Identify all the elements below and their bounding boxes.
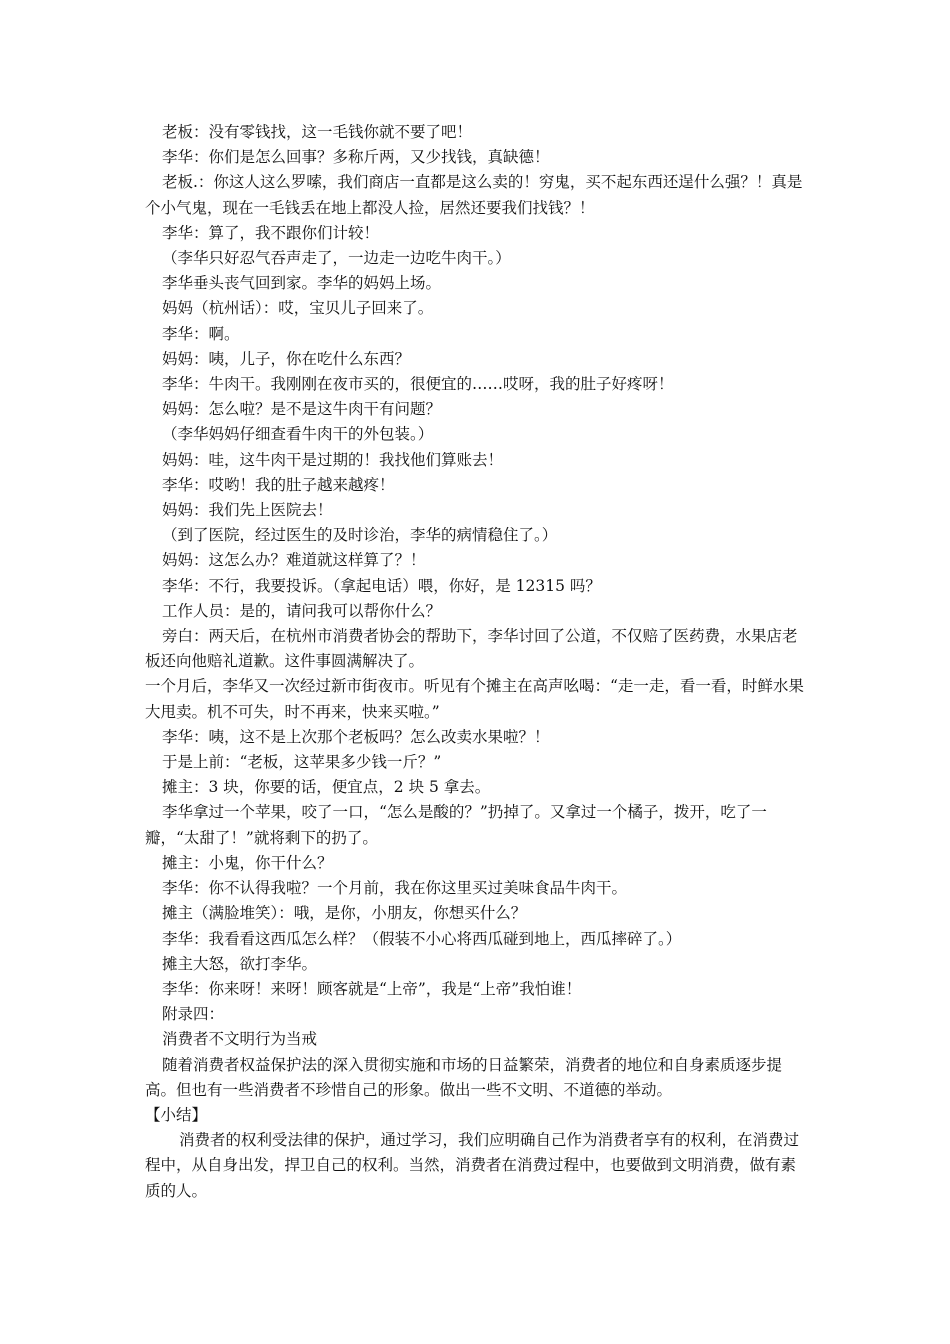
line-11: 妈妈：怎么啦？是不是这牛肉干有问题？	[162, 400, 442, 419]
line-17: 妈妈：这怎么办？难道就这样算了？！	[162, 551, 426, 570]
appendix-paragraph: 随着消费者权益保护法的深入贯彻实施和市场的日益繁荣，消费者的地位和自身素质逐步提高。但也有一些消费者不珍惜自己的形象。做出一些不文明、不道德的举动。	[145, 1055, 783, 1099]
line-1: 老板：没有零钱找，这一毛钱你就不要了吧！	[162, 123, 473, 141]
appendix-heading: 附录四：	[162, 1005, 225, 1024]
line-6: 李华垂头丧气回到家。李华的妈妈上场。	[162, 274, 442, 293]
summary-heading: 【小结】	[145, 1105, 208, 1124]
line-31: 李华：你来呀！来呀！顾客就是“上帝”，我是“上帝”我怕谁！	[162, 979, 582, 998]
line-24: 摊主：3 块，你要的话，便宜点，2 块 5 拿去。	[162, 778, 491, 797]
line-9: 妈妈：咦，儿子，你在吃什么东西？	[162, 349, 411, 368]
line-5: （李华只好忍气吞声走了，一边走一边吃牛肉干。）	[162, 249, 511, 268]
line-15: 妈妈：我们先上医院去！	[162, 501, 333, 520]
line-23: 于是上前：“老板，这苹果多少钱一斤？”	[162, 753, 442, 772]
line-7: 妈妈（杭州话）：哎，宝贝儿子回来了。	[162, 299, 434, 318]
line-3: 老板.：你这人这么罗嗦，我们商店一直都是这么卖的！穷鬼，买不起东西还逞什么强？！真是个小气鬼，现在一毛钱丢在地上都没人捡，居然还要我们找钱？！	[145, 173, 803, 217]
line-21: 一个月后，李华又一次经过新市街夜市。听见有个摊主在高声吆喝：“走一走，看一看，时鲜水果大甩卖。机不可失，时不再来，快来买啦。”	[145, 677, 804, 721]
line-29: 李华：我看看这西瓜怎么样？（假装不小心将西瓜碰到地上，西瓜摔碎了。）	[162, 929, 682, 948]
line-30: 摊主大怒，欲打李华。	[162, 954, 318, 973]
document-body	[145, 120, 810, 1204]
line-18: 李华：不行，我要投诉。（拿起电话）喂，你好，是 12315 吗？	[162, 576, 601, 595]
summary-paragraph: 消费者的权利受法律的保护，通过学习，我们应明确自己作为消费者享有的权利，在消费过程中，从自身出发，捍卫自己的权利。当然，消费者在消费过程中，也要做到文明消费，做有素质的人。	[145, 1131, 800, 1200]
line-2: 李华：你们是怎么回事？多称斤两，又少找钱，真缺德！	[162, 148, 550, 167]
line-12: （李华妈妈仔细查看牛肉干的外包装。）	[162, 425, 434, 444]
line-19: 工作人员：是的，请问我可以帮你什么？	[162, 601, 442, 620]
appendix-title: 消费者不文明行为当戒	[162, 1030, 318, 1049]
line-22: 李华：咦，这不是上次那个老板吗？怎么改卖水果啦？！	[162, 727, 550, 746]
line-28: 摊主（满脸堆笑）：哦，是你，小朋友，你想买什么？	[162, 904, 527, 923]
line-4: 李华：算了，我不跟你们计较！	[162, 223, 380, 242]
line-13: 妈妈：哇，这牛肉干是过期的！我找他们算账去！	[162, 450, 504, 469]
line-14: 李华：哎哟！我的肚子越来越疼！	[162, 475, 395, 494]
line-8: 李华：啊。	[162, 324, 240, 343]
line-10: 李华：牛肉干。我刚刚在夜市买的，很便宜的……哎呀，我的肚子好疼呀！	[162, 375, 674, 394]
line-20: 旁白：两天后，在杭州市消费者协会的帮助下，李华讨回了公道，不仅赔了医药费，水果店老板还向他赔礼道歉。这件事圆满解决了。	[145, 627, 798, 671]
line-25: 李华拿过一个苹果，咬了一口，“怎么是酸的？”扔掉了。又拿过一个橘子，拨开，吃了一瓣，“太甜了！”就将剩下的扔了。	[145, 803, 767, 847]
line-26: 摊主：小鬼，你干什么？	[162, 853, 333, 872]
line-27: 李华：你不认得我啦？一个月前，我在你这里买过美味食品牛肉干。	[162, 879, 628, 898]
line-16: （到了医院，经过医生的及时诊治，李华的病情稳住了。）	[162, 526, 558, 545]
